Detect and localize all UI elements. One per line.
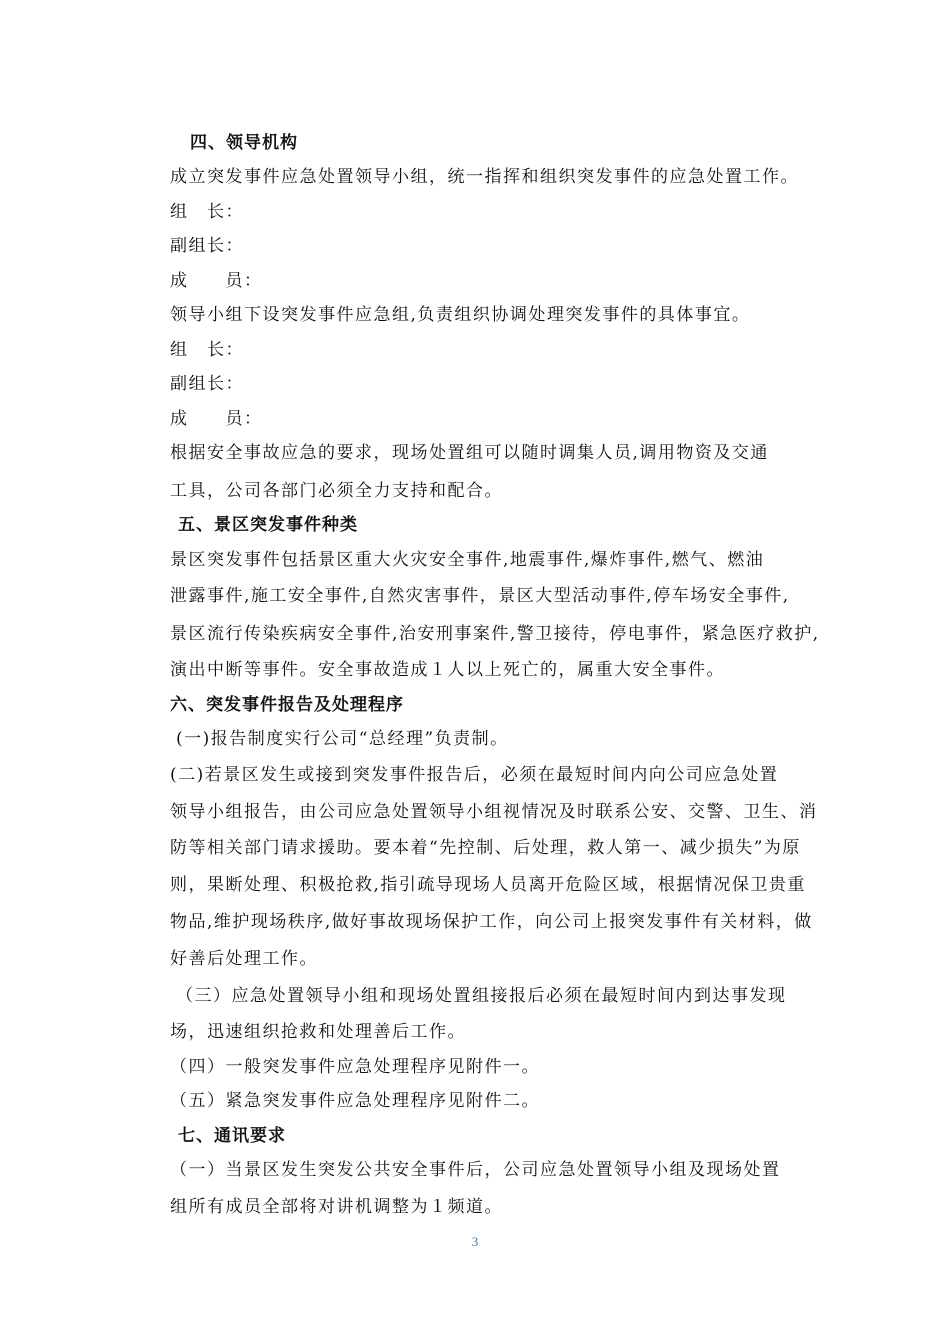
leader-label-2: 组 长： xyxy=(170,340,244,360)
section-6-item-3-line-2: 场，迅速组织抢救和处理善后工作。 xyxy=(170,1022,466,1042)
section-6-item-1: (一)报告制度实行公司“总经理”负责制。 xyxy=(176,729,509,749)
section-4-intro: 成立突发事件应急处置领导小组，统一指挥和组织突发事件的应急处置工作。 xyxy=(170,167,799,187)
section-6-item-5: （五）紧急突发事件应急处理程序见附件二。 xyxy=(170,1091,540,1111)
section-6-heading: 六、突发事件报告及处理程序 xyxy=(170,695,404,715)
section-6-item-2-line-2: 领导小组报告，由公司应急处置领导小组视情况及时联系公安、交警、卫生、消 xyxy=(170,802,818,822)
section-5-line-1: 景区突发事件包括景区重大火灾安全事件,地震事件,爆炸事件,燃气、燃油 xyxy=(170,550,765,570)
section-6-item-2-line-4: 则，果断处理、积极抢救,指引疏导现场人员离开危险区域，根据情况保卫贵重 xyxy=(170,875,806,895)
section-5-heading: 五、景区突发事件种类 xyxy=(178,515,358,535)
section-5-line-4: 演出中断等事件。安全事故造成１人以上死亡的，属重大安全事件。 xyxy=(170,660,725,680)
section-6-item-2-line-5: 物品,维护现场秩序,做好事故现场保护工作，向公司上报突发事件有关材料，做 xyxy=(170,912,813,932)
section-5-line-2: 泄露事件,施工安全事件,自然灾害事件，景区大型活动事件,停车场安全事件, xyxy=(170,586,790,606)
section-6-item-2-line-3: 防等相关部门请求援助。要本着“先控制、后处理，救人第一、减少损失”为原 xyxy=(170,838,801,858)
page-number: 3 xyxy=(471,1234,479,1249)
section-6-item-2-line-1: (二)若景区发生或接到突发事件报告后，必须在最短时间内向公司应急处置 xyxy=(170,765,779,785)
leader-label: 组 长： xyxy=(170,202,244,222)
support-paragraph-line-2: 工具，公司各部门必须全力支持和配合。 xyxy=(170,481,503,501)
deputy-label: 副组长： xyxy=(170,236,244,256)
subgroup-intro: 领导小组下设突发事件应急组,负责组织协调处理突发事件的具体事宜。 xyxy=(170,305,751,325)
deputy-label-2: 副组长： xyxy=(170,374,244,394)
section-7-heading: 七、通讯要求 xyxy=(178,1126,286,1146)
section-7-item-1-line-2: 组所有成员全部将对讲机调整为１频道。 xyxy=(170,1197,503,1217)
support-paragraph-line-1: 根据安全事故应急的要求，现场处置组可以随时调集人员,调用物资及交通 xyxy=(170,443,769,463)
section-6-item-4: （四）一般突发事件应急处理程序见附件一。 xyxy=(170,1057,540,1077)
section-4-heading: 四、领导机构 xyxy=(190,133,298,153)
section-5-line-3: 景区流行传染疾病安全事件,治安刑事案件,警卫接待，停电事件，紧急医疗救护, xyxy=(170,624,820,644)
section-6-item-2-line-6: 好善后处理工作。 xyxy=(170,949,318,969)
members-label-2: 成 员： xyxy=(170,409,263,429)
section-7-item-1-line-1: （一）当景区发生突发公共安全事件后，公司应急处置领导小组及现场处置 xyxy=(170,1160,781,1180)
members-label: 成 员： xyxy=(170,271,263,291)
section-6-item-3-line-1: （三）应急处置领导小组和现场处置组接报后必须在最短时间内到达事发现 xyxy=(176,986,787,1006)
